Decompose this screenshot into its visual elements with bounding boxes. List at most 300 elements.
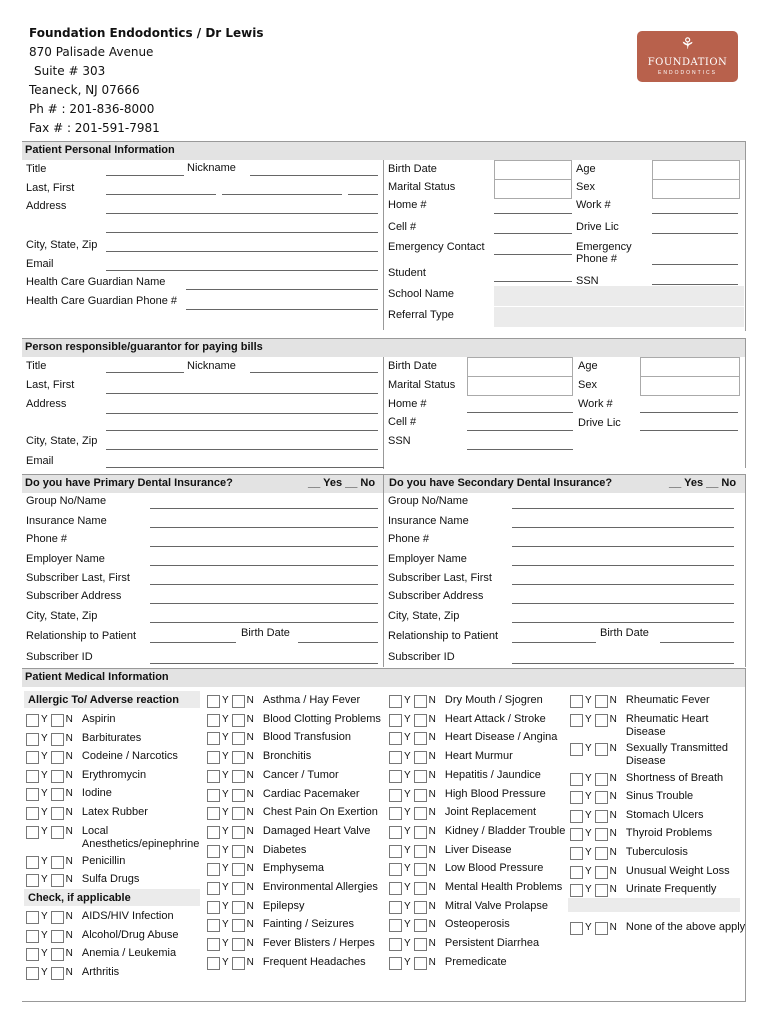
no-checkbox[interactable] (595, 810, 608, 823)
no-checkbox[interactable] (595, 773, 608, 786)
condition-row (570, 790, 693, 804)
no-label: N (428, 751, 436, 763)
pp-guardian-phone-field[interactable] (186, 309, 378, 310)
yes-checkbox[interactable] (389, 957, 402, 970)
no-checkbox[interactable] (232, 845, 245, 858)
pp-last-field[interactable] (106, 194, 216, 195)
g-ssn-field[interactable] (467, 449, 573, 450)
no-checkbox[interactable] (414, 938, 427, 951)
yes-checkbox[interactable] (389, 732, 402, 745)
no-label: N (246, 788, 254, 800)
ins1-birthdate-field[interactable] (298, 642, 378, 643)
no-checkbox[interactable] (414, 714, 427, 727)
no-label: N (65, 911, 73, 922)
pp-age-label: Age (576, 163, 596, 175)
no-label: N (65, 807, 73, 818)
no-checkbox[interactable] (595, 884, 608, 897)
yes-checkbox[interactable] (207, 919, 220, 932)
no-checkbox[interactable] (51, 874, 64, 887)
ins2-group-field[interactable] (512, 508, 734, 509)
g-nickname-field[interactable] (250, 372, 378, 373)
condition-row (207, 956, 366, 970)
condition-row (26, 750, 178, 764)
ins1-name-field[interactable] (150, 527, 378, 528)
no-checkbox[interactable] (595, 866, 608, 879)
logo-text: FOUNDATION (647, 57, 728, 68)
no-label: N (609, 773, 617, 784)
condition-label: Iodine (81, 787, 112, 799)
condition-row (570, 846, 688, 860)
condition-label: Premedicate (444, 955, 507, 968)
ins2-phone-field[interactable] (512, 546, 734, 547)
pp-work-field[interactable] (652, 213, 738, 214)
yes-label: Y (222, 882, 229, 893)
condition-row (207, 862, 324, 876)
yes-checkbox[interactable] (26, 770, 39, 783)
no-checkbox[interactable] (51, 911, 64, 924)
secondary-yes-no[interactable]: __ Yes __ No (669, 477, 737, 489)
yes-checkbox[interactable] (207, 957, 220, 970)
yes-label: Y (585, 866, 592, 877)
g-home-field[interactable] (467, 412, 573, 413)
g-sex-field[interactable] (640, 376, 740, 396)
pp-sex-label: Sex (576, 181, 595, 193)
yes-label: Y (585, 828, 592, 839)
g-email-field[interactable] (106, 467, 384, 468)
condition-label: Barbiturates (81, 732, 142, 744)
condition-row (26, 966, 119, 980)
no-checkbox[interactable] (595, 922, 608, 935)
yes-label: Y (585, 922, 592, 933)
yes-checkbox[interactable] (26, 948, 39, 961)
condition-row (389, 881, 562, 895)
no-checkbox[interactable] (595, 743, 608, 756)
yes-label: Y (41, 930, 48, 941)
no-checkbox[interactable] (595, 791, 608, 804)
yes-checkbox[interactable] (207, 695, 220, 708)
condition-row (389, 825, 565, 839)
condition-label: Bronchitis (262, 750, 312, 763)
pp-email-field[interactable] (106, 270, 378, 271)
no-checkbox[interactable] (414, 732, 427, 745)
pp-nickname-field[interactable] (250, 175, 378, 176)
pp-school-field[interactable] (494, 286, 744, 306)
no-checkbox[interactable] (232, 826, 245, 839)
no-checkbox[interactable] (51, 930, 64, 943)
no-checkbox[interactable] (51, 751, 64, 764)
no-checkbox[interactable] (414, 789, 427, 802)
g-marital-field[interactable] (467, 376, 573, 396)
ins1-employer-field[interactable] (150, 565, 378, 566)
condition-row (26, 732, 141, 746)
no-label: N (428, 882, 436, 893)
yes-checkbox[interactable] (570, 922, 583, 935)
no-label: N (246, 919, 254, 931)
no-checkbox[interactable] (232, 751, 245, 764)
ins2-subaddress-label: Subscriber Address (388, 590, 484, 602)
condition-label: Stomach Ulcers (625, 809, 704, 821)
yes-label: Y (222, 919, 229, 931)
condition-label: Latex Rubber (81, 806, 148, 818)
yes-checkbox[interactable] (207, 826, 220, 839)
g-cell-label: Cell # (388, 416, 417, 428)
condition-label: Frequent Headaches (262, 955, 366, 968)
yes-checkbox[interactable] (389, 882, 402, 895)
no-checkbox[interactable] (414, 751, 427, 764)
condition-row (207, 750, 311, 764)
no-checkbox[interactable] (232, 919, 245, 932)
pp-drivelic-field[interactable] (652, 233, 738, 234)
condition-label: Sulfa Drugs (81, 873, 140, 885)
condition-label: High Blood Pressure (444, 787, 546, 800)
yes-checkbox[interactable] (207, 845, 220, 858)
yes-checkbox[interactable] (389, 863, 402, 876)
ins1-phone-field[interactable] (150, 546, 378, 547)
no-checkbox[interactable] (232, 863, 245, 876)
pp-first-field[interactable] (222, 194, 342, 195)
yes-label: Y (41, 733, 48, 744)
yes-checkbox[interactable] (207, 807, 220, 820)
no-label: N (246, 863, 254, 875)
no-label: N (609, 847, 617, 858)
no-checkbox[interactable] (51, 948, 64, 961)
condition-label: Unusual Weight Loss (625, 865, 730, 877)
no-label: N (246, 769, 254, 781)
yes-checkbox[interactable] (389, 938, 402, 951)
no-checkbox[interactable] (232, 901, 245, 914)
ins2-subaddress-field[interactable] (512, 603, 734, 604)
yes-label: Y (404, 900, 411, 912)
yes-checkbox[interactable] (389, 901, 402, 914)
yes-checkbox[interactable] (207, 770, 220, 783)
no-checkbox[interactable] (232, 770, 245, 783)
no-checkbox[interactable] (414, 845, 427, 858)
no-checkbox[interactable] (414, 770, 427, 783)
no-checkbox[interactable] (232, 789, 245, 802)
no-checkbox[interactable] (232, 732, 245, 745)
primary-yes-no[interactable]: __ Yes __ No (308, 477, 376, 489)
ins2-employer-field[interactable] (512, 565, 734, 566)
yes-checkbox[interactable] (389, 919, 402, 932)
yes-checkbox[interactable] (26, 807, 39, 820)
no-checkbox[interactable] (414, 882, 427, 895)
yes-label: Y (41, 788, 48, 799)
yes-checkbox[interactable] (26, 967, 39, 980)
no-label: N (246, 938, 254, 950)
pp-ssn-label: SSN (576, 275, 599, 287)
g-title-label: Title (26, 360, 47, 372)
ins2-birthdate-field[interactable] (660, 642, 734, 643)
applicable-heading: Check, if applicable (28, 892, 131, 904)
condition-row (570, 827, 712, 841)
tooth-icon: ⚘ (680, 36, 695, 53)
yes-checkbox[interactable] (207, 882, 220, 895)
ins1-relationship-field[interactable] (150, 642, 236, 643)
yes-checkbox[interactable] (26, 751, 39, 764)
yes-checkbox[interactable] (570, 810, 583, 823)
ins1-subaddress-field[interactable] (150, 603, 378, 604)
pp-city-label: City, State, Zip (26, 239, 98, 251)
no-checkbox[interactable] (232, 938, 245, 951)
yes-checkbox[interactable] (389, 695, 402, 708)
no-checkbox[interactable] (51, 856, 64, 869)
ins2-relationship-field[interactable] (512, 642, 596, 643)
yes-checkbox[interactable] (570, 773, 583, 786)
pp-address2-field[interactable] (106, 232, 378, 233)
g-address2-field[interactable] (106, 430, 378, 431)
yes-checkbox[interactable] (570, 884, 583, 897)
no-label: N (609, 866, 617, 877)
condition-label: Cancer / Tumor (262, 768, 339, 781)
g-email-label: Email (26, 455, 54, 467)
yes-checkbox[interactable] (207, 751, 220, 764)
no-label: N (428, 919, 436, 931)
no-checkbox[interactable] (232, 807, 245, 820)
ins1-relationship-label: Relationship to Patient (26, 630, 137, 642)
condition-row (389, 694, 543, 708)
no-checkbox[interactable] (51, 714, 64, 727)
ins1-subname-field[interactable] (150, 584, 378, 585)
condition-label: Dry Mouth / Sjogren (444, 694, 543, 706)
pp-city-field[interactable] (106, 251, 378, 252)
ins2-subname-field[interactable] (512, 584, 734, 585)
divider (745, 141, 746, 331)
no-checkbox[interactable] (414, 957, 427, 970)
yes-label: Y (41, 911, 48, 922)
yes-checkbox[interactable] (207, 732, 220, 745)
condition-label: Low Blood Pressure (444, 862, 544, 875)
no-checkbox[interactable] (51, 807, 64, 820)
section-title: Patient Personal Information (25, 144, 175, 156)
pp-marital-field[interactable] (494, 179, 572, 199)
yes-checkbox[interactable] (389, 789, 402, 802)
no-checkbox[interactable] (414, 863, 427, 876)
pp-age-field[interactable] (652, 160, 740, 180)
yes-checkbox[interactable] (570, 866, 583, 879)
no-label: N (609, 828, 617, 839)
g-birthdate-field[interactable] (467, 357, 573, 377)
condition-row (570, 772, 723, 786)
g-age-field[interactable] (640, 357, 740, 377)
pp-guardian-name-field[interactable] (186, 289, 378, 290)
yes-checkbox[interactable] (26, 826, 39, 839)
allergy-heading: Allergic To/ Adverse reaction (28, 694, 179, 706)
pp-birthdate-field[interactable] (494, 160, 572, 180)
no-label: N (246, 713, 254, 725)
yes-checkbox[interactable] (389, 770, 402, 783)
no-checkbox[interactable] (595, 847, 608, 860)
no-label: N (246, 807, 254, 819)
no-label: N (609, 922, 617, 933)
yes-label: Y (404, 807, 411, 819)
no-label: N (609, 810, 617, 821)
pp-title-field[interactable] (106, 175, 184, 176)
condition-row (389, 731, 557, 745)
condition-label: Urinate Frequently (625, 883, 717, 895)
condition-label: Codeine / Narcotics (81, 750, 178, 762)
no-label: N (609, 714, 617, 725)
yes-checkbox[interactable] (207, 901, 220, 914)
yes-checkbox[interactable] (207, 789, 220, 802)
condition-row (389, 788, 546, 802)
pp-sex-field[interactable] (652, 179, 740, 199)
pp-ssn-field[interactable] (652, 284, 738, 285)
condition-row (26, 825, 200, 851)
yes-checkbox[interactable] (26, 788, 39, 801)
yes-checkbox[interactable] (570, 743, 583, 756)
yes-checkbox[interactable] (26, 856, 39, 869)
no-checkbox[interactable] (232, 695, 245, 708)
divider (745, 668, 746, 1002)
section-title: Patient Medical Information (25, 671, 169, 683)
secondary-insurance-question: Do you have Secondary Dental Insurance? (389, 477, 613, 489)
no-label: N (609, 695, 617, 706)
no-checkbox[interactable] (414, 695, 427, 708)
yes-checkbox[interactable] (570, 791, 583, 804)
condition-label: None of the above apply (625, 921, 746, 933)
condition-label: Rheumatic Fever (625, 694, 710, 706)
no-label: N (246, 825, 254, 837)
no-checkbox[interactable] (232, 882, 245, 895)
condition-row (26, 855, 125, 869)
pp-student-field[interactable] (494, 281, 572, 282)
yes-checkbox[interactable] (389, 714, 402, 727)
yes-label: Y (222, 695, 229, 706)
condition-label: Persistent Diarrhea (444, 937, 540, 950)
no-checkbox[interactable] (51, 826, 64, 839)
pp-emergency-phone-field[interactable] (652, 264, 738, 265)
no-checkbox[interactable] (595, 695, 608, 708)
g-city-field[interactable] (106, 449, 378, 450)
ins1-subid-label: Subscriber ID (26, 651, 93, 663)
yes-label: Y (585, 791, 592, 802)
divider (745, 338, 746, 468)
condition-row (26, 806, 148, 820)
ins2-subid-field[interactable] (512, 663, 734, 664)
condition-label: Blood Clotting Problems (262, 712, 381, 725)
condition-label: Rheumatic Heart Disease (625, 713, 709, 738)
yes-label: Y (222, 956, 229, 968)
condition-row (207, 825, 370, 839)
condition-row (570, 713, 744, 739)
g-address-field[interactable] (106, 413, 378, 414)
g-cell-field[interactable] (467, 430, 573, 431)
yes-checkbox[interactable] (207, 863, 220, 876)
no-checkbox[interactable] (51, 788, 64, 801)
no-checkbox[interactable] (595, 714, 608, 727)
no-checkbox[interactable] (51, 967, 64, 980)
yes-checkbox[interactable] (570, 695, 583, 708)
no-checkbox[interactable] (595, 828, 608, 841)
practice-city: Teaneck, NJ 07666 (29, 83, 140, 97)
condition-row (26, 713, 116, 727)
ins2-name-field[interactable] (512, 527, 734, 528)
no-checkbox[interactable] (414, 901, 427, 914)
condition-row (207, 769, 339, 783)
yes-label: Y (41, 856, 48, 867)
no-label: N (65, 856, 73, 867)
yes-label: Y (585, 884, 592, 895)
no-label: N (428, 863, 436, 875)
condition-label: Damaged Heart Valve (262, 824, 371, 837)
divider (745, 474, 746, 667)
condition-label: Heart Disease / Angina (444, 731, 558, 744)
condition-label: Joint Replacement (444, 806, 537, 819)
yes-checkbox[interactable] (570, 847, 583, 860)
condition-row (389, 918, 510, 932)
yes-checkbox[interactable] (570, 828, 583, 841)
ins1-city-field[interactable] (150, 622, 378, 623)
yes-label: Y (222, 732, 229, 744)
ins1-group-field[interactable] (150, 508, 378, 509)
condition-label: Sinus Trouble (625, 790, 694, 802)
pp-cell-field[interactable] (494, 233, 572, 234)
no-label: N (428, 825, 436, 837)
practice-name: Foundation Endodontics / Dr Lewis (29, 26, 264, 40)
yes-checkbox[interactable] (26, 714, 39, 727)
yes-label: Y (404, 825, 411, 837)
condition-row (570, 809, 704, 823)
condition-row (26, 873, 139, 887)
g-title-field[interactable] (106, 372, 184, 373)
yes-checkbox[interactable] (26, 911, 39, 924)
condition-row (570, 921, 745, 935)
no-label: N (428, 713, 436, 725)
g-work-field[interactable] (640, 412, 738, 413)
no-label: N (65, 826, 73, 837)
yes-checkbox[interactable] (26, 874, 39, 887)
pp-mi-field[interactable] (348, 194, 378, 195)
condition-row (207, 937, 375, 951)
practice-fax: Fax # : 201-591-7981 (29, 121, 160, 135)
pp-emergency-field[interactable] (494, 254, 572, 255)
pp-home-field[interactable] (494, 213, 572, 214)
yes-checkbox[interactable] (389, 845, 402, 858)
g-lastfirst-field[interactable] (106, 393, 378, 394)
condition-label: Kidney / Bladder Trouble (444, 824, 566, 837)
yes-label: Y (585, 847, 592, 858)
condition-label: Sexually Transmitted Disease (625, 742, 729, 767)
no-checkbox[interactable] (232, 714, 245, 727)
no-checkbox[interactable] (51, 770, 64, 783)
ins2-city-field[interactable] (512, 622, 734, 623)
condition-row (207, 806, 378, 820)
yes-checkbox[interactable] (389, 826, 402, 839)
yes-checkbox[interactable] (26, 930, 39, 943)
g-drivelic-field[interactable] (640, 430, 738, 431)
no-checkbox[interactable] (414, 807, 427, 820)
no-checkbox[interactable] (232, 957, 245, 970)
yes-checkbox[interactable] (207, 938, 220, 951)
pp-referral-field[interactable] (494, 307, 744, 327)
logo-subtext: ENDODONTICS (658, 70, 717, 76)
yes-checkbox[interactable] (570, 714, 583, 727)
no-checkbox[interactable] (414, 919, 427, 932)
yes-checkbox[interactable] (26, 733, 39, 746)
yes-checkbox[interactable] (389, 807, 402, 820)
pp-address-field[interactable] (106, 213, 378, 214)
yes-checkbox[interactable] (207, 714, 220, 727)
ins1-subid-field[interactable] (150, 663, 378, 664)
no-checkbox[interactable] (414, 826, 427, 839)
condition-label: Thyroid Problems (625, 827, 713, 839)
yes-checkbox[interactable] (389, 751, 402, 764)
yes-label: Y (41, 948, 48, 959)
condition-label: Local Anesthetics/epinephrine (81, 825, 200, 850)
no-label: N (246, 732, 254, 744)
condition-row (389, 937, 539, 951)
no-checkbox[interactable] (51, 733, 64, 746)
